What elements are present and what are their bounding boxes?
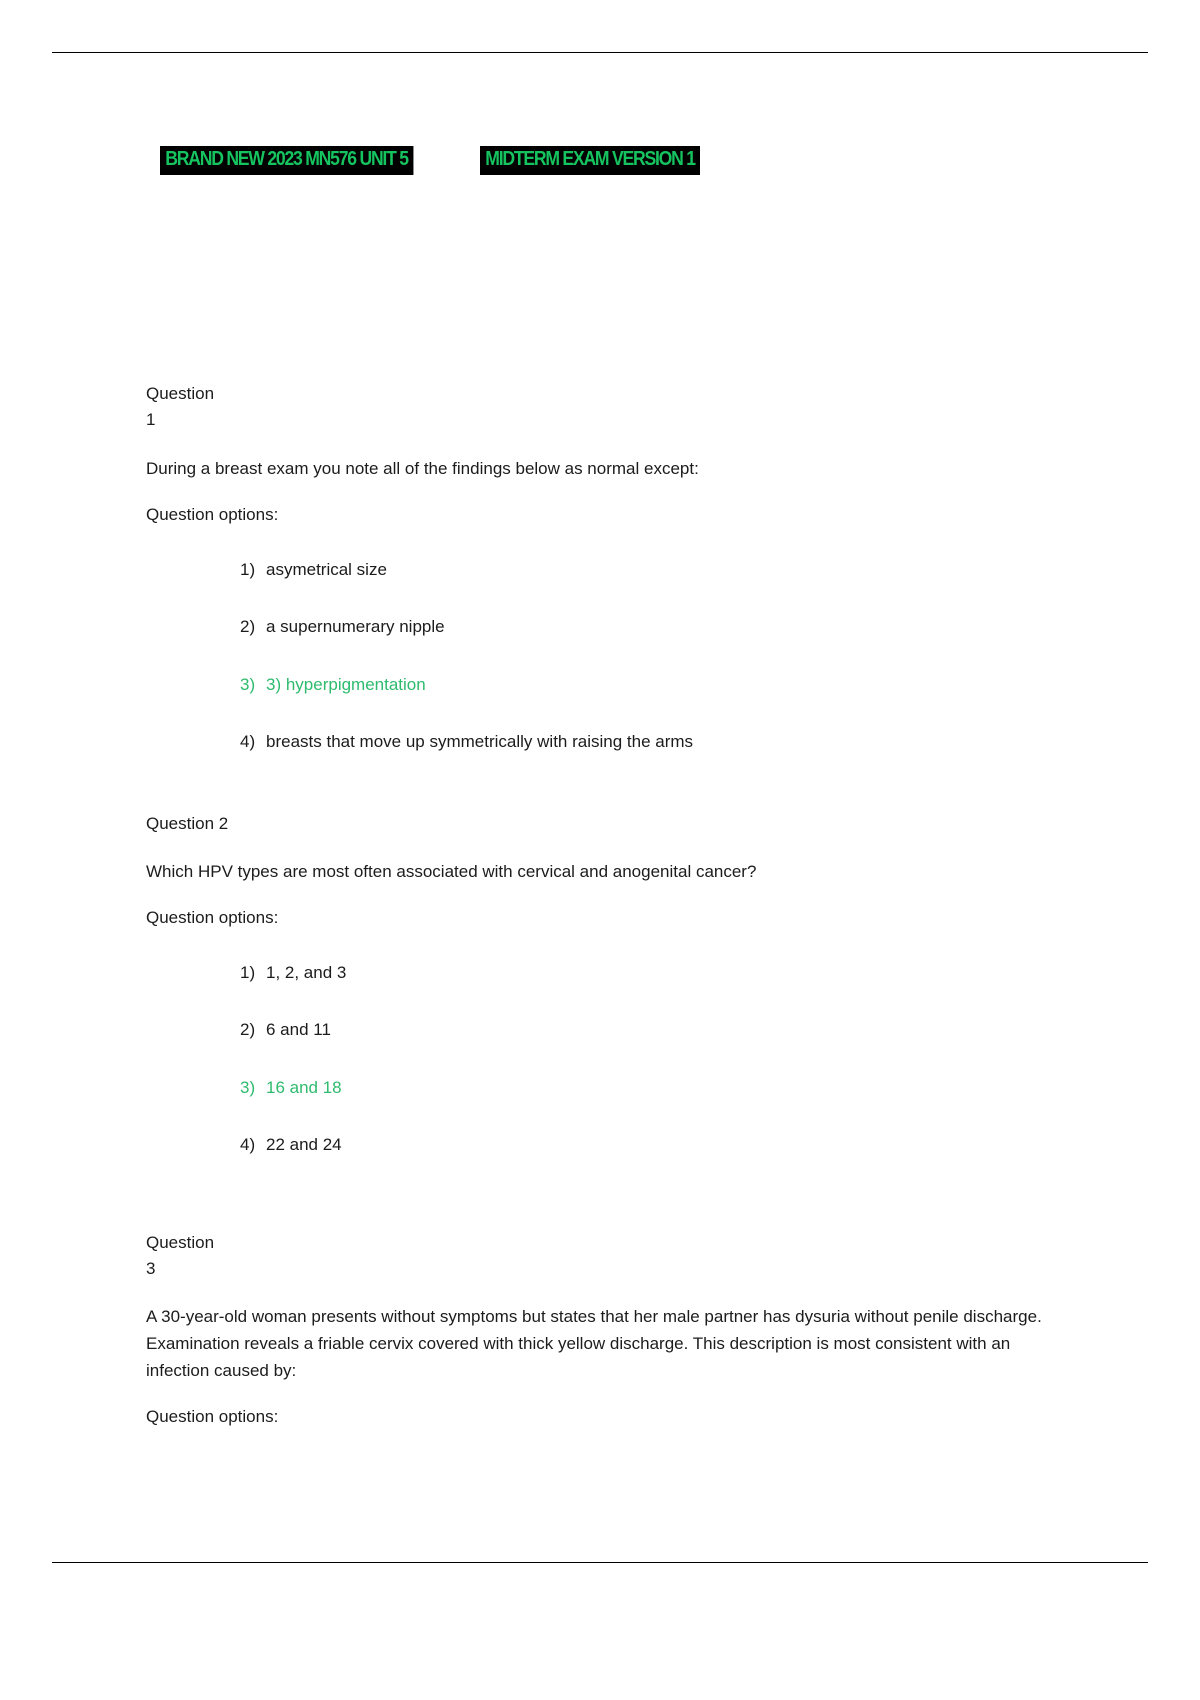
option-text: 22 and 24 xyxy=(266,1135,342,1155)
document-content xyxy=(146,120,1106,1427)
option-text: 1, 2, and 3 xyxy=(266,962,347,982)
question-1-stem: During a breast exam you note all of the findings below as normal except: xyxy=(146,458,699,478)
title-line-2: MIDTERM EXAM VERSION 1 xyxy=(480,146,700,175)
option-number: 2) xyxy=(240,617,256,637)
option-number: 4) xyxy=(240,732,256,752)
option-text: asymetrical size xyxy=(266,559,387,579)
option-number: 3) xyxy=(240,674,256,694)
document-title xyxy=(160,120,1106,175)
question-spacer-1 xyxy=(146,755,1106,811)
option-text: 16 and 18 xyxy=(266,1077,342,1097)
question-spacer-2 xyxy=(146,1158,1106,1230)
option-text: breasts that move up symmetrically with raising the arms xyxy=(266,732,694,752)
question-2-option-1[interactable] xyxy=(240,960,1106,986)
question-1-label-line2: 1 xyxy=(146,410,156,430)
question-1-label-line1: Question xyxy=(146,384,215,403)
option-number: 3) xyxy=(240,1077,256,1097)
question-3-label-line2: 3 xyxy=(146,1259,156,1279)
question-2-option-3[interactable] xyxy=(240,1075,1106,1101)
question-1-options xyxy=(146,557,1106,755)
question-1-options-label: Question options: xyxy=(146,504,279,524)
option-number: 4) xyxy=(240,1135,256,1155)
question-1-option-4[interactable] xyxy=(240,729,1106,755)
question-3-label xyxy=(146,1230,1106,1283)
question-2-options-label: Question options: xyxy=(146,907,279,927)
question-block-2 xyxy=(146,811,1106,1158)
option-text: 3) hyperpigmentation xyxy=(266,674,426,694)
question-2-label: Question 2 xyxy=(146,813,229,833)
question-1-label xyxy=(146,381,1106,434)
question-block-3 xyxy=(146,1230,1106,1427)
header-divider xyxy=(52,52,1148,53)
question-1-option-2[interactable] xyxy=(240,614,1106,640)
question-2-option-4[interactable] xyxy=(240,1132,1106,1158)
title-spacer xyxy=(146,175,1106,381)
option-text: 6 and 11 xyxy=(266,1020,331,1040)
option-text: a supernumerary nipple xyxy=(266,617,445,637)
question-3-label-line1: Question xyxy=(146,1232,215,1252)
question-2-options xyxy=(146,960,1106,1158)
option-number: 1) xyxy=(240,559,256,579)
question-block-1 xyxy=(146,381,1106,755)
question-1-option-3[interactable] xyxy=(240,672,1106,698)
option-number: 1) xyxy=(240,962,256,982)
question-3-stem: A 30-year-old woman presents without symptoms but states that her male partner has dysuria without penile discharge. Examination reveals a friable cervix covered with thick yellow discharge. This description is most consistent with an infection caused by: xyxy=(146,1307,1042,1381)
option-number: 2) xyxy=(240,1020,256,1040)
question-1-option-1[interactable] xyxy=(240,557,1106,583)
question-2-stem: Which HPV types are most often associated with cervical and anogenital cancer? xyxy=(146,861,757,881)
footer-divider xyxy=(52,1562,1148,1563)
question-2-option-2[interactable] xyxy=(240,1017,1106,1043)
question-3-options-label: Question options: xyxy=(146,1407,279,1427)
title-line-1: BRAND NEW 2023 MN576 UNIT 5 xyxy=(160,146,413,175)
